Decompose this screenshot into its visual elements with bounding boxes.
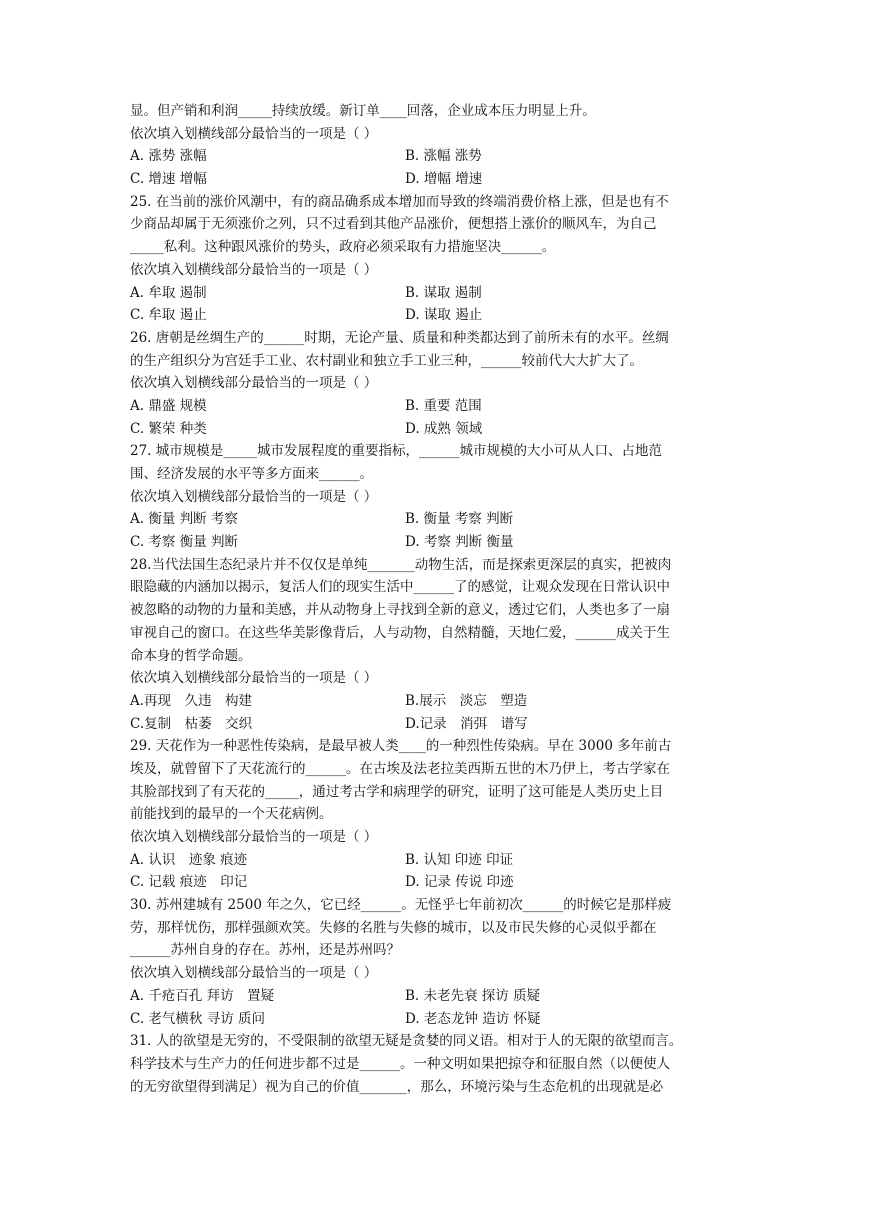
option-left: C. 考察 衡量 判断 bbox=[130, 534, 239, 551]
option-row bbox=[130, 418, 740, 441]
option-left: C. 老气横秋 寻访 质问 bbox=[130, 1010, 266, 1027]
text-line: 依次填入划横线部分最恰当的一项是（ ） bbox=[130, 261, 378, 278]
text-line: ______苏州自身的存在。苏州，还是苏州吗？ bbox=[130, 942, 400, 959]
text-line: 25. 在当前的涨价风潮中，有的商品确系成本增加而导致的终端消费价格上涨，但是也有不 bbox=[130, 193, 669, 210]
option-row bbox=[130, 849, 740, 872]
option-right: D. 增幅 增速 bbox=[405, 171, 483, 188]
option-row bbox=[130, 531, 740, 554]
option-right: D.记录 消弭 谱写 bbox=[405, 715, 528, 732]
option-row bbox=[130, 690, 740, 713]
option-row bbox=[130, 508, 740, 531]
option-right: D. 考察 判断 衡量 bbox=[405, 534, 514, 551]
text-line: 依次填入划横线部分最恰当的一项是（ ） bbox=[130, 670, 378, 687]
option-left: C.复制 枯萎 交织 bbox=[130, 715, 253, 732]
option-row bbox=[130, 395, 740, 418]
text-line: 科学技术与生产力的任何进步都不过是______。一种文明如果把掠夺和征服自然（以便使人 bbox=[130, 1055, 670, 1072]
text-line: 30. 苏州建城有 2500 年之久，它已经______。无怪乎七年前初次______的时候它是那样疲 bbox=[130, 897, 672, 914]
option-left: A. 千疮百孔 拜访 置疑 bbox=[130, 987, 275, 1004]
option-left: C. 记载 痕迹 印记 bbox=[130, 874, 248, 891]
option-right: B. 谋取 遏制 bbox=[405, 284, 482, 301]
text-line: 依次填入划横线部分最恰当的一项是（ ） bbox=[130, 488, 378, 505]
option-right: D. 记录 传说 印迹 bbox=[405, 874, 514, 891]
text-line: 被忽略的动物的力量和美感，并从动物身上寻找到全新的意义，透过它们，人类也多了一扇 bbox=[130, 602, 670, 619]
option-right: B. 认知 印迹 印证 bbox=[405, 851, 514, 868]
text-line: _____私利。这种跟风涨价的势头，政府必须采取有力措施坚决______。 bbox=[130, 239, 556, 256]
option-left: A. 牟取 遏制 bbox=[130, 284, 207, 301]
text-line: 27. 城市规模是_____城市发展程度的重要指标，______城市规模的大小可从人口、占地范 bbox=[130, 443, 663, 460]
option-left: A.再现 久违 构建 bbox=[130, 692, 253, 709]
option-left: A. 认识 迹象 痕迹 bbox=[130, 851, 248, 868]
option-row bbox=[130, 304, 740, 327]
option-right: D. 老态龙钟 造访 怀疑 bbox=[405, 1010, 541, 1027]
option-left: C. 繁荣 种类 bbox=[130, 420, 207, 437]
option-row bbox=[130, 145, 740, 168]
text-line: 命本身的哲学命题。 bbox=[130, 647, 252, 664]
option-row bbox=[130, 168, 740, 191]
text-line: 的生产组织分为宫廷手工业、农村副业和独立手工业三种，______较前代大大扩大了。 bbox=[130, 352, 643, 369]
option-right: B. 涨幅 涨势 bbox=[405, 148, 482, 165]
option-left: A. 鼎盛 规模 bbox=[130, 397, 207, 414]
option-left: C. 牟取 遏止 bbox=[130, 307, 207, 324]
text-line: 围、经济发展的水平等多方面来______。 bbox=[130, 466, 373, 482]
text-line: 前能找到的最早的一个天花病例。 bbox=[130, 806, 333, 823]
option-left: A. 衡量 判断 考察 bbox=[130, 511, 238, 528]
text-line: 眼隐藏的内涵加以揭示，复活人们的现实生活中______了的感觉，让观众发现在日常认识中 bbox=[130, 579, 670, 596]
text-line: 28.当代法国生态纪录片并不仅仅是单纯_______动物生活，而是探索更深层的真实，把被肉 bbox=[130, 556, 672, 573]
text-line: 依次填入划横线部分最恰当的一项是（ ） bbox=[130, 375, 378, 392]
option-left: A. 涨势 涨幅 bbox=[130, 148, 207, 165]
option-right: D. 成熟 领域 bbox=[405, 420, 483, 437]
text-line: 依次填入划横线部分最恰当的一项是（ ） bbox=[130, 125, 378, 142]
text-line: 其脸部找到了有天花的_____，通过考古学和病理学的研究，证明了这可能是人类历史上目 bbox=[130, 783, 664, 800]
option-right: B.展示 淡忘 塑造 bbox=[405, 692, 528, 709]
option-right: B. 衡量 考察 判断 bbox=[405, 511, 514, 528]
text-line: 劳，那样忧伤，那样强颜欢笑。失修的名胜与失修的城市，以及市民失修的心灵似乎都在 bbox=[130, 919, 657, 936]
option-right: B. 未老先衰 探访 质疑 bbox=[405, 987, 541, 1004]
option-right: D. 谋取 遏止 bbox=[405, 307, 483, 324]
text-line: 26. 唐朝是丝绸生产的______时期，无论产量、质量和种类都达到了前所未有的水平。丝绸 bbox=[130, 329, 669, 346]
text-line: 依次填入划横线部分最恰当的一项是（ ） bbox=[130, 829, 378, 845]
text-line: 少商品却属于无须涨价之列，只不过看到其他产品涨价，便想搭上涨价的顺风车，为自己 bbox=[130, 216, 657, 233]
text-line: 依次填入划横线部分最恰当的一项是（ ） bbox=[130, 965, 378, 982]
text-line: 29. 天花作为一种恶性传染病，是最早被人类____的一种烈性传染病。早在 3000 多年前古 bbox=[130, 738, 672, 755]
option-row bbox=[130, 282, 740, 305]
text-line: 埃及，就曾留下了天花流行的______。在古埃及法老拉美西斯五世的木乃伊上，考古学家在 bbox=[130, 760, 670, 777]
option-row bbox=[130, 985, 740, 1008]
option-left: C. 增速 增幅 bbox=[130, 171, 207, 188]
option-right: B. 重要 范围 bbox=[405, 397, 482, 414]
option-row bbox=[130, 871, 740, 894]
option-row bbox=[130, 713, 740, 736]
text-line: 审视自己的窗口。在这些华美影像背后，人与动物，自然精髓，天地仁爱，______成关于生 bbox=[130, 624, 670, 641]
text-line: 31. 人的欲望是无穷的，不受限制的欲望无疑是贪婪的同义语。相对于人的无限的欲望而言。 bbox=[130, 1033, 683, 1050]
document-page bbox=[130, 100, 740, 1098]
text-line: 显。但产销和利润_____持续放缓。新订单____回落，企业成本压力明显上升。 bbox=[130, 103, 596, 119]
text-line: 的无穷欲望得到满足）视为自己的价值_______，那么，环境污染与生态危机的出现就是必 bbox=[130, 1078, 664, 1095]
option-row bbox=[130, 1008, 740, 1031]
